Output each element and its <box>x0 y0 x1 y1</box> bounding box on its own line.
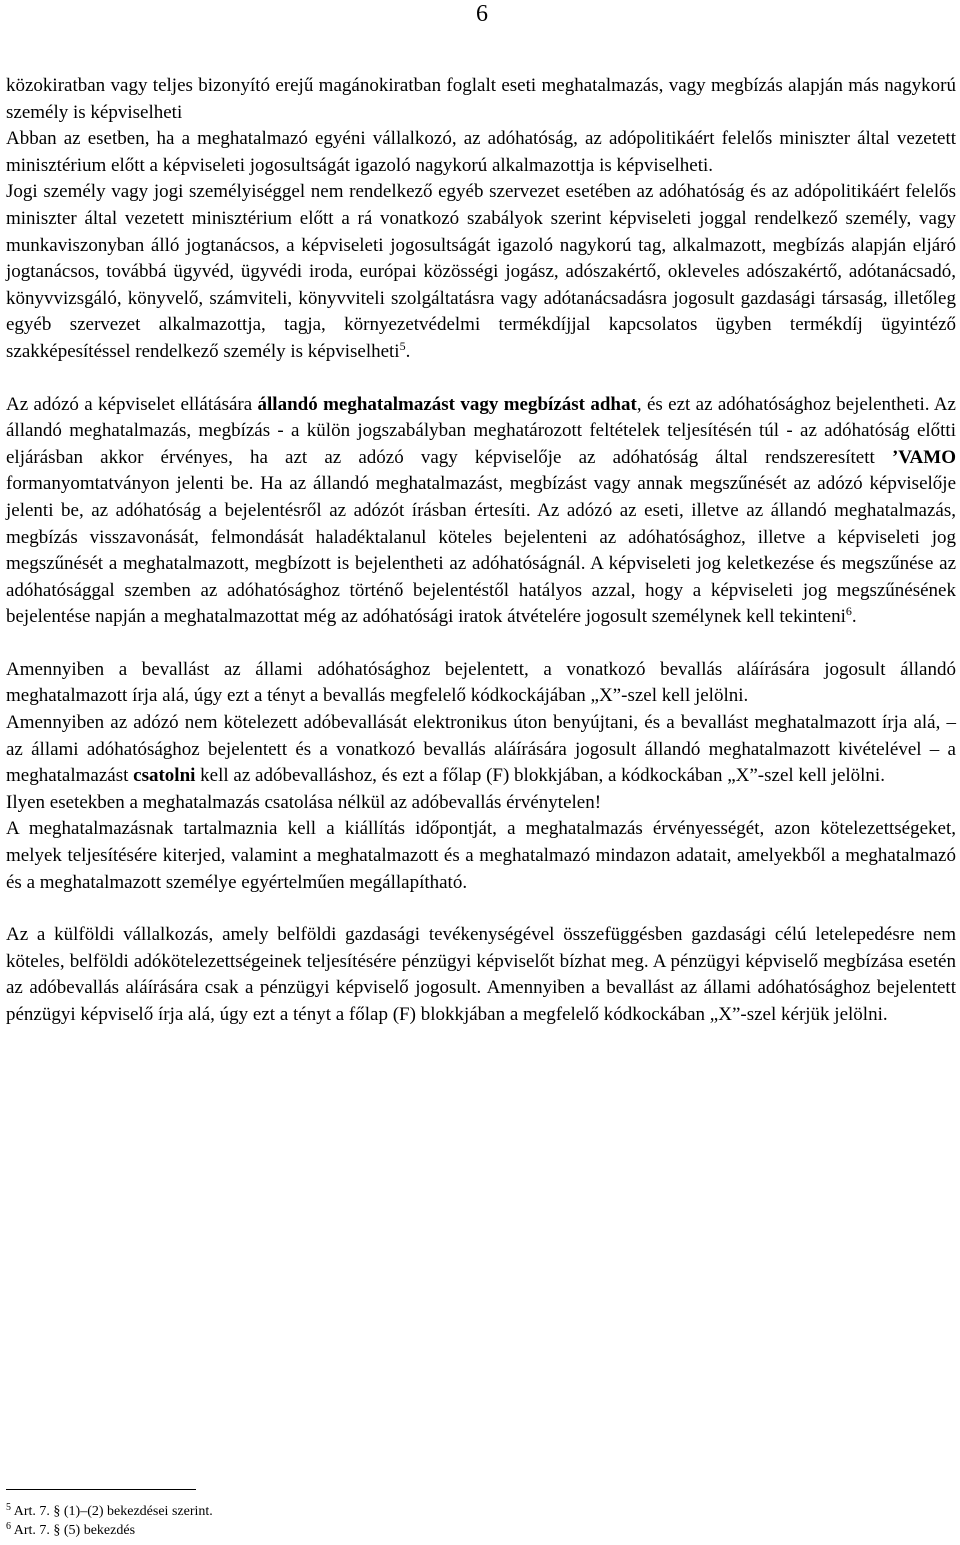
paragraph-jogi-szemely <box>6 179 956 365</box>
paragraph-ervenytelen: Ilyen esetekben a meghatalmazás csatolása nélkül az adóbevallás érvénytelen! <box>6 791 602 813</box>
paragraph-text-a: Amennyiben az adózó nem kötelezett adóbevallását elektronikus úton benyújtani, és a bevallást meghatalmazott írja alá, – az állami adóhatósághoz bejelentett és a vonatkozó bevallás aláírására jogosult állandó meghatalmazott kivételével – a meghatalmazást <box>6 712 956 787</box>
paragraph-eseti-meghatalmazas: közokiratban vagy teljes bizonyító erejű magánokiratban foglalt eseti meghatalmazás, vagy megbízás alapján más nagykorú személy is képviselheti <box>6 75 956 123</box>
paragraph-text-b: , és ezt az adóhatósághoz bejelentheti. Az állandó meghatalmazás, megbízás - a külön jogszabályban meghatározott feltételek teljesítésén túl - az adóhatóság előtti eljárásban akkor érvényes, ha azt az adózó vagy képviselője az adóhatóság által rendszeresített <box>6 393 956 468</box>
footnote-text: Art. 7. § (5) bekezdés <box>11 1523 136 1538</box>
paragraph-elektronikus-benyujtas <box>6 710 956 790</box>
paragraph-text-c: formanyomtatványon jelenti be. Ha az állandó meghatalmazást, megbízást vagy annak megszűnését az adózó képviselője jelenti be, az adóhatóság a bejelentésről az adózót írásban értesíti. Az adózó az eseti, illetve az állandó meghatalmazás, megbízás visszavonását, felmondását haladéktalanul köteles bejelenteni az adóhatósághoz, illetve a képviseleti jog megszűnését a meghatalmazott, megbízott is bejelentheti az adóhatóságnál. A képviseleti jog keletkezése és megszűnése az adóhatósággal szemben az adóhatósághoz történő bejelentéstől hatályos azzal, hogy a képviseleti jog megszűnésének bejelentése napján a meghatalmazottat még az adóhatósági iratok átvételére jogosult személynek kell tekinteni <box>6 473 956 628</box>
bold-allando-meghatalmazas: állandó meghatalmazást vagy megbízást adhat <box>257 393 637 415</box>
paragraph-bevallas-alairas: Amennyiben a bevallást az állami adóhatósághoz bejelentett, a vonatkozó bevallás aláírására jogosult állandó meghatalmazott írja alá, úgy ezt a tényt a bevallás megfelelő kódkockájában „X”-szel kell jelölni. <box>6 658 956 707</box>
paragraph-jogi-szemely-text: Jogi személy vagy jogi személyiséggel nem rendelkező egyéb szervezet esetében az adóhatóság és az adópolitikáért felelős miniszter által vezetett minisztérium előtt a rá vonatkozó szabályok szerint képviseleti joggal rendelkező személy, vagy munkaviszonyban álló jogtanácsos, a képviseleti jogosultságát igazoló nagykorú tag, alkalmazott, megbízás alapján eljáró jogtanácsos, továbbá ügyvéd, ügyvédi iroda, európai közösségi jogász, adószakértő, okleveles adószakértő, adótanácsadó, könyvvizsgáló, könyvelő, számviteli, könyvviteli szolgáltatásra vagy adótanácsadásra jogosult gazdasági társaság, illetőleg egyéb szervezet alkalmazottja, tagja, környezetvédelmi termékdíjjal kapcsolatos ügyben termékdíj ügyintéző szakképesítéssel rendelkező személy is képviselheti <box>6 181 956 362</box>
bold-csatolni: csatolni <box>133 765 196 787</box>
paragraph-allando-meghatalmazas <box>6 392 956 631</box>
body-text <box>6 73 956 1029</box>
footnote-ref-6[interactable]: 6 <box>845 604 852 619</box>
paragraph-end: . <box>405 340 411 362</box>
footnote-6 <box>6 1521 213 1540</box>
paragraph-meghatalmazas-tartalma: A meghatalmazásnak tartalmaznia kell a kiállítás időpontját, a meghatalmazás érvényességét, azon kötelezettségeket, melyek teljesítésére kiterjed, valamint a meghatalmazott és a meghatalmazó mindazon adatait, amelyekből a meghatalmazó és a meghatalmazott személye egyértelműen megállapítható. <box>6 818 956 893</box>
footnote-5 <box>6 1502 213 1521</box>
footnote-text: Art. 7. § (1)–(2) bekezdései szerint. <box>11 1504 213 1519</box>
bold-vamo-form: ’VAMO <box>891 446 956 468</box>
paragraph-penzugyi-kepviselo: Az a külföldi vállalkozás, amely belföldi gazdasági tevékenységével összefüggésben gazdasági célú letelepedésre nem köteles, belföldi adókötelezettségeinek teljesítésére pénzügyi képviselőt bízhat meg. A pénzügyi képviselő megbízása esetén az adóbevallás aláírására csak a pénzügyi képviselő jogosult. Amennyiben a bevallást az állami adóhatósághoz bejelentett pénzügyi képviselő írja alá, úgy ezt a tényt a főlap (F) blokkjában a megfelelő kódkockában „X”-szel kérjük jelölni. <box>6 924 956 1025</box>
paragraph-end: . <box>851 606 857 628</box>
footnote-mark: 5 <box>6 1502 11 1513</box>
footnote-ref-5[interactable]: 5 <box>399 338 406 353</box>
footnote-mark: 6 <box>6 1521 11 1532</box>
page-number: 6 <box>476 1 488 27</box>
paragraph-text-b: kell az adóbevalláshoz, és ezt a főlap (F) blokkjában, a kódkockában „X”-szel kell jelölni. <box>195 765 885 787</box>
paragraph-egyeni-vallalkozo: Abban az esetben, ha a meghatalmazó egyéni vállalkozó, az adóhatóság, az adópolitikáért felelős miniszter által vezetett minisztérium előtt a képviseleti jogosultságát igazoló nagykorú alkalmazottja is képviselheti. <box>6 128 956 176</box>
footnote-divider <box>6 1489 196 1490</box>
footnotes <box>6 1502 213 1540</box>
paragraph-text-a: Az adózó a képviselet ellátására <box>6 393 258 415</box>
